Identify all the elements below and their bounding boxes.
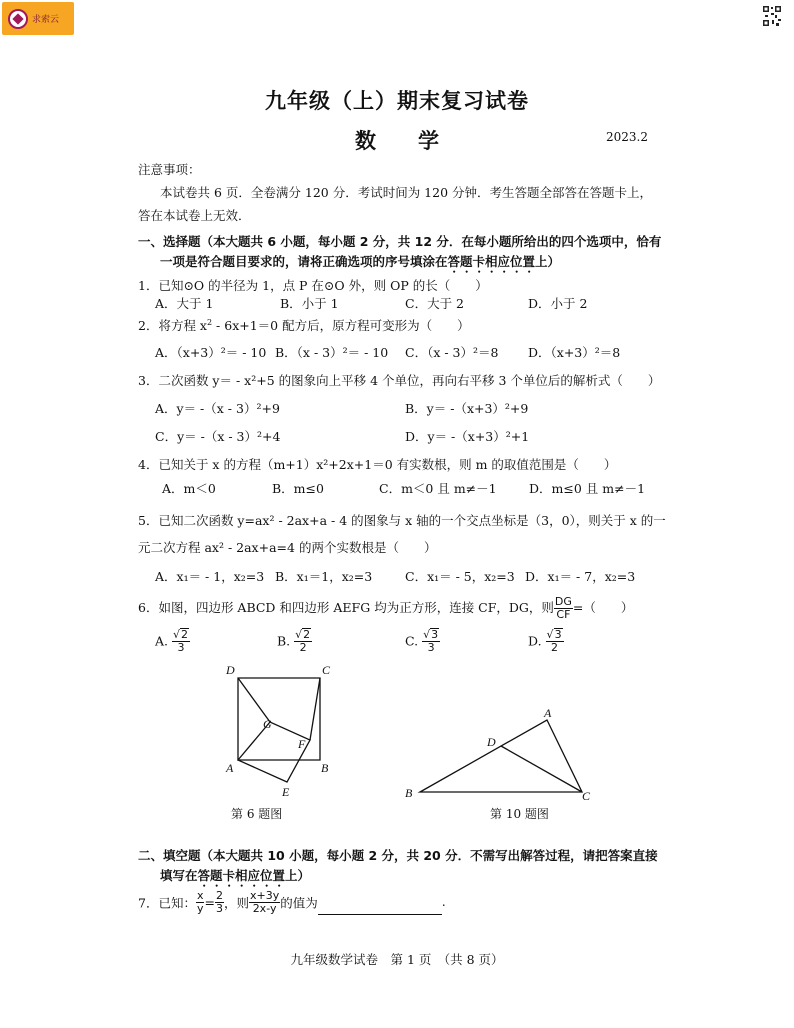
q6-option-a: A. $\frac{√2}{3}$	[155, 628, 189, 654]
q6-stem: 6．如图，四边形 ABCD 和四边形 AEFG 均为正方形，连接 CF，DG，则 $\frac{DG}{CF}$ =（ ）	[138, 595, 634, 621]
section2-title-cont: 填写在答题卡相应位置上）	[160, 868, 311, 883]
figure-q6-caption: 第 6 题图	[231, 807, 283, 821]
notes-heading: 注意事项：	[138, 162, 201, 177]
q1-option-d: D．小于 2	[528, 296, 588, 311]
qr-code-icon	[762, 5, 782, 27]
q3-stem: 3．二次函数 y＝ - x²+5 的图象向上平移 4 个单位，再向右平移 3 个单位后的解析式（ ）	[138, 373, 661, 388]
exam-date: 2023.2	[606, 130, 648, 144]
section1-title: 一、选择题（本大题共 6 小题，每小题 2 分，共 12 分．在每小题所给出的四个选项中，恰有	[138, 234, 662, 249]
triangle-abc	[420, 720, 582, 792]
q6-option-d: D. $\frac{√3}{2}$	[528, 628, 562, 654]
q4-option-a: A．m＜0	[162, 481, 216, 496]
fig10-label-a: A	[544, 706, 552, 720]
q5-option-d: D．x₁＝ - 7，x₂=3	[525, 569, 636, 584]
section2-title: 二、填空题（本大题共 10 小题，每小题 2 分，共 20 分．不需写出解答过程，请把答案直接	[138, 848, 658, 863]
q3-option-a: A．y＝ -（x - 3）²+9	[155, 401, 280, 416]
fig6-label-d: D	[226, 663, 235, 677]
fig6-label-c: C	[322, 663, 331, 677]
q4-option-c: C．m＜0 且 m≠－1	[379, 481, 497, 496]
q2-option-a: A．（x+3）²＝ - 10	[155, 345, 267, 360]
q6-options	[155, 628, 675, 664]
brand-logo	[2, 2, 74, 35]
fig10-label-d: D	[487, 735, 496, 749]
q2-stem: 2．将方程 $x^2 - 6x+1=0$ 配方后，原方程可变形为（ ）	[138, 317, 470, 333]
logo-text: 求索云	[32, 15, 60, 25]
subject-title: 数 学	[355, 129, 439, 153]
q1-options	[155, 294, 675, 312]
q5-options	[155, 567, 675, 585]
q3-options	[155, 399, 675, 449]
q1-option-b: B．小于 1	[280, 296, 339, 311]
q7-stem: 7．已知： $\frac{x}{y}$ = $\frac{2}{3}$ ，则 $\frac{x+3y}{2x-y}$ 的值为 .	[138, 889, 446, 915]
q1-option-a: A．大于 1	[155, 296, 214, 311]
fig6-label-b: B	[321, 761, 329, 775]
q6-option-c: C. $\frac{√3}{3}$	[405, 628, 439, 654]
page-footer: 九年级数学试卷 第 1 页 （共 8 页）	[290, 952, 504, 967]
q5-option-b: B．x₁＝1，x₂=3	[275, 569, 373, 584]
q6-option-b: B. $\frac{√2}{2}$	[277, 628, 311, 654]
fig6-label-f: F	[298, 737, 306, 751]
q2-option-d: D．（x+3）²＝8	[528, 345, 621, 360]
q5-option-c: C．x₁＝ - 5，x₂=3	[405, 569, 515, 584]
q3-option-d: D．y＝ -（x+3）²+1	[405, 429, 530, 444]
q4-option-d: D．m≤0 且 m≠－1	[529, 481, 646, 496]
q5-stem-1: 5．已知二次函数 y=ax² - 2ax+a - 4 的图象与 x 轴的一个交点坐标是（3，0），则关于 x 的一	[138, 513, 666, 528]
q5-option-a: A．x₁＝ - 1，x₂=3	[155, 569, 265, 584]
q4-options	[162, 479, 682, 497]
figure-q10-caption: 第 10 题图	[490, 807, 549, 821]
fig10-label-b: B	[405, 786, 413, 800]
segment-cf	[310, 678, 320, 740]
logo-icon	[8, 9, 28, 29]
q1-stem: 1．已知⊙O 的半径为 1，点 P 在⊙O 外，则 OP 的长（ ）	[138, 278, 488, 293]
segment-dc	[501, 746, 582, 792]
q4-option-b: B．m≤0	[272, 481, 324, 496]
q2-option-c: C．（x - 3）²＝8	[405, 345, 499, 360]
fig6-label-g: G	[263, 717, 272, 731]
fig6-label-a: A	[226, 761, 234, 775]
square-abcd	[238, 678, 320, 760]
q3-option-c: C．y＝ -（x - 3）²+4	[155, 429, 281, 444]
q5-stem-2: 元二次方程 ax² - 2ax+a=4 的两个实数根是（ ）	[138, 540, 437, 555]
fig6-label-e: E	[282, 785, 290, 799]
q7-answer-blank[interactable]	[318, 902, 442, 915]
q4-stem: 4．已知关于 x 的方程（m+1）x²+2x+1＝0 有实数根，则 m 的取值范围是（ ）	[138, 457, 617, 472]
page-title: 九年级（上）期末复习试卷	[265, 89, 529, 113]
q3-option-b: B．y＝ -（x+3）²+9	[405, 401, 529, 416]
q2-options	[155, 343, 675, 361]
segment-dg	[238, 678, 270, 722]
q1-option-c: C．大于 2	[405, 296, 464, 311]
figure-q10	[395, 700, 605, 805]
figure-q6	[220, 660, 350, 800]
q2-option-b: B．（x - 3）²＝ - 10	[275, 345, 389, 360]
section1-title-cont: 一项是符合题目要求的，请将正确选项的序号填涂在答题卡相应位置上）	[160, 254, 561, 269]
notes-line-1: 本试卷共 6 页．全卷满分 120 分．考试时间为 120 分钟．考生答题全部答在答题卡上，	[160, 185, 653, 200]
notes-line-2: 答在本试卷上无效．	[138, 208, 251, 223]
fig10-label-c: C	[582, 789, 591, 803]
square-aefg	[238, 722, 310, 782]
